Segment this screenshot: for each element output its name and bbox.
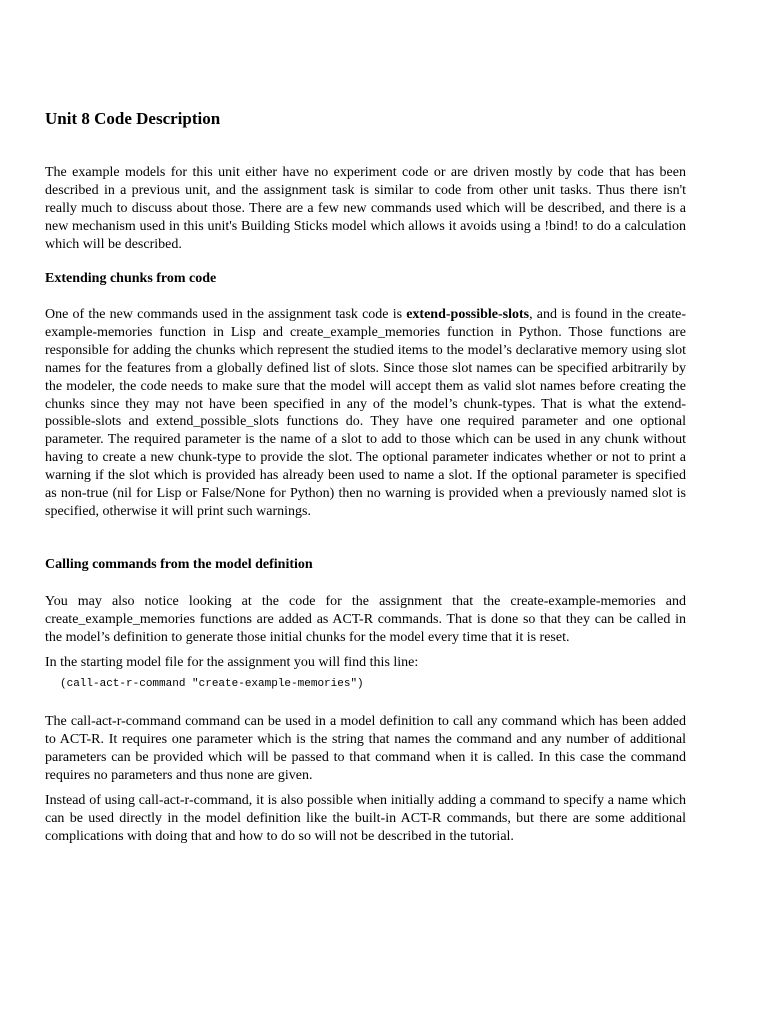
call-act-r-command-paragraph: The call-act-r-command command can be used in a model definition to call any command which has been added to ACT-R. It requires one parameter which is the string that names the command and any number of additional parameters can be provided which will be passed to that command when it is called. In this case the command requires no parameters and thus none are given.: [45, 714, 686, 783]
intro-paragraph: The example models for this unit either have no experiment code or are driven mostly by code that has been described in a previous unit, and the assignment task is similar to code from other unit tasks. Thus there isn't really much to discuss about those. There are a few new commands used which will be described, and there is a new mechanism used in this unit's Building Sticks model which allows it avoids using a !bind! to do a calculation which will be described.: [45, 165, 686, 252]
code-snippet: (call-act-r-command "create-example-memories"): [60, 678, 364, 690]
section-heading-extending-chunks: Extending chunks from code: [45, 271, 217, 286]
calling-commands-paragraph: You may also notice looking at the code for the assignment that the create-example-memories and create_example_memories functions are added as ACT-R commands. That is done so that they can be called in the model’s definition to generate those initial chunks for the model every time that it is reset.: [45, 594, 686, 645]
paragraph-text-before: One of the new commands used in the assignment task code is: [45, 307, 407, 322]
page-title: Unit 8 Code Description: [45, 109, 221, 128]
paragraph-text-after: , and is found in the create-example-memories function in Lisp and create_example_memories function in Python. Those functions are responsible for adding the chunks which represent the studied items to the model’s declarative memory using slot names for the features from a globally defined list of slots. Since those slot names can be specified arbitrarily by the modeler, the code needs to make sure that the model will accept them as valid slot names before creating the chunks since they may not have been specified in any of the model’s chunk-types. That is what the extend-possible-slots and extend_possible_slots functions do. They have one required parameter and one optional parameter. The required parameter is the name of a slot to add to those which can be used in any chunk without having to create a new chunk-type to provide the slot. The optional parameter indicates whether or not to print a warning if the slot which is provided has already been used to name a slot. If the optional parameter is specified as non-true (nil for Lisp or False/None for Python) then no warning is provided when a previously named slot is specified, otherwise it will print such warnings.: [45, 307, 686, 519]
extending-chunks-paragraph: [45, 306, 686, 521]
starting-model-paragraph: In the starting model file for the assignment you will find this line:: [45, 655, 419, 670]
command-name-extend-possible-slots: extend-possible-slots: [406, 307, 530, 322]
section-heading-calling-commands: Calling commands from the model definition: [45, 557, 313, 572]
alternative-method-paragraph: Instead of using call-act-r-command, it is also possible when initially adding a command to specify a name which can be used directly in the model definition like the built-in ACT-R commands, but there are some additional complications with doing that and how to do so will not be described in the tutorial.: [45, 793, 686, 844]
